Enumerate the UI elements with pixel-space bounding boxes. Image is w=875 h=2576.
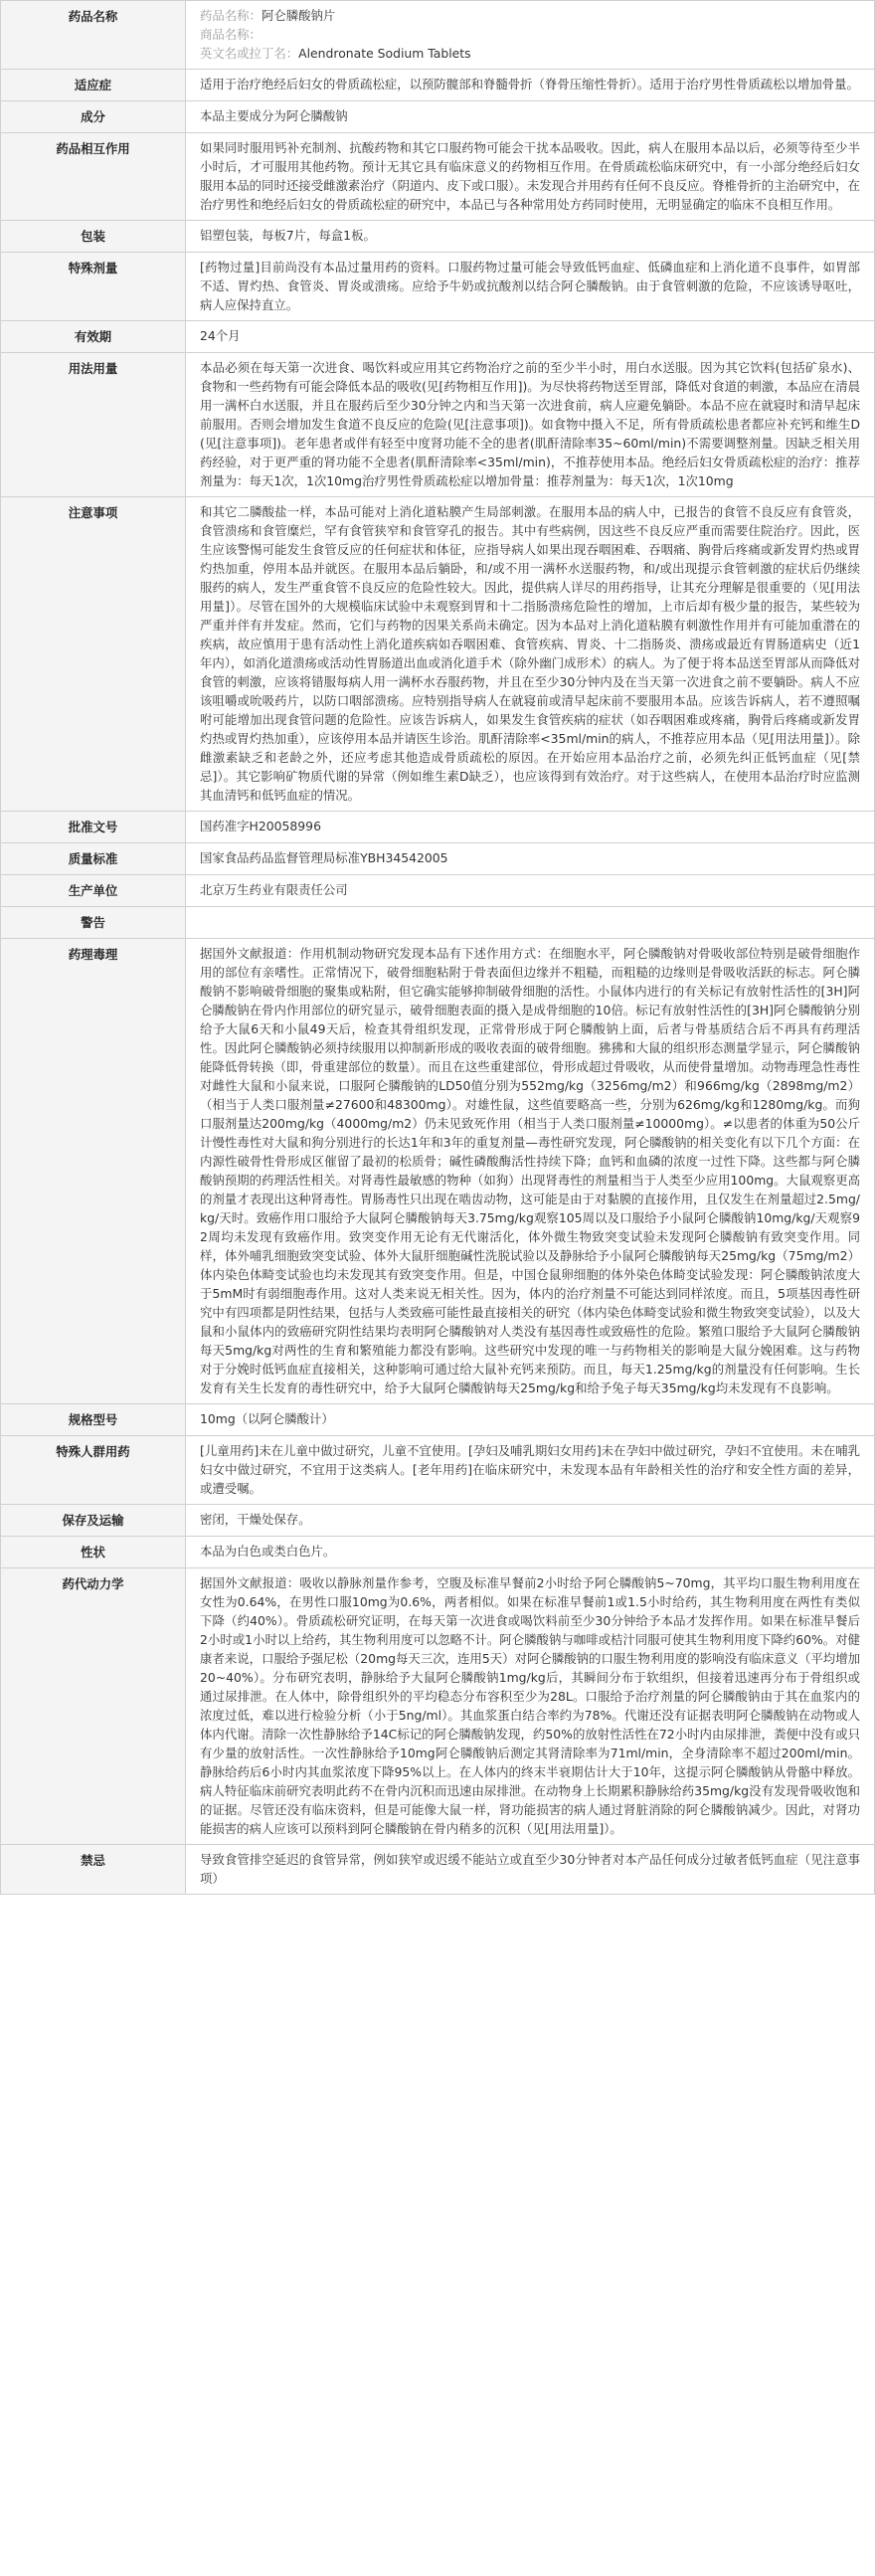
interactions-value: 如果同时服用钙补充制剂、抗酸药物和其它口服药物可能会干扰本品吸收。因此，病人在服用本品以后，必须等待至少半小时后，才可服用其他药物。预计无其它具有临床意义的药物相互作用。在骨质疏松临床研究中，有一小部分绝经后妇女服用本品的同时还接受雌激素治疗（阴道内、皮下或口服）。未发现合并用药有任何不良反应。脊椎骨折的主治研究中，在治疗男性和绝经后妇女的骨质疏松症的研究中，本品已与各种常用处方药同时使用，无明显确定的临床不良相互作用。	[186, 133, 875, 221]
row-storage	[1, 1505, 875, 1537]
row-contraindications	[1, 1845, 875, 1895]
row-usage	[1, 353, 875, 497]
row-drug-name	[1, 1, 875, 70]
usage-label: 用法用量	[1, 353, 186, 497]
special-population-label: 特殊人群用药	[1, 1436, 186, 1505]
trade-name-line	[200, 25, 860, 44]
english-name-key: 英文名或拉丁名：	[200, 46, 299, 61]
pharmacology-label: 药理毒理	[1, 939, 186, 1404]
approval-value: 国药准字H20058996	[186, 812, 875, 843]
pharmacokinetics-value: 据国外文献报道：吸收以静脉剂量作参考，空腹及标准早餐前2小时给予阿仑膦酸钠5~70mg，其平均口服生物利用度在女性为0.64%，在男性口服10mg为0.6%，两者相似。如果在标准早餐前1或1.5小时给药，其生物利用度在两性有类似下降（约40%）。骨质疏松研究证明，在每天第一次进食或喝饮料前至少30分钟给予本品才发挥作用。如果在标准早餐后2小时或1小时以上给药，其生物利用度可以忽略不计。阿仑膦酸钠与咖啡或桔汁同服可使其生物利用度下降约60%。对健康者来说，口服给予强尼松（20mg每天三次，连用5天）对阿仑膦酸钠的口服生物利用度的影响没有临床意义（平均增加20~40%）。分布研究表明，静脉给予大鼠阿仑膦酸钠1mg/kg后，其瞬间分布于软组织，但接着迅速再分布于骨组织或通过尿排泄。在人体中，除骨组织外的平均稳态分布容积至少为28L。口服给予治疗剂量的阿仑膦酸钠由于其在血浆内的浓度过低，难以进行检验分析（小于5ng/ml）。其血浆蛋白结合率约为78%。代谢还没有证据表明阿仑膦酸钠在动物或人体内代谢。清除一次性静脉给予14C标记的阿仑膦酸钠发现，约50%的放射性活性在72小时内由尿排泄，粪便中没有或只有少量的放射活性。一次性静脉给予10mg阿仑膦酸钠后测定其肾清除率为71ml/min，全身清除率不超过200ml/min。静脉给药后6小时内其血浆浓度下降95%以上。在人体内的终末半衰期估计大于10年，这提示阿仑膦酸钠从骨骼中释放。病人特征临床前研究表明此药不在骨内沉积而迅速由尿排泄。在动物身上长期累积静脉给药35mg/kg没有发现骨吸收饱和的证据。尽管还没有临床资料，但是可能像大鼠一样，肾功能损害的病人通过肾脏消除的阿仑膦酸钠减少。因此，对肾功能损害的病人应该可以预料到阿仑膦酸钠在骨内稍多的沉积（见[用法用量]）。	[186, 1568, 875, 1845]
warning-label: 警告	[1, 907, 186, 939]
row-validity	[1, 321, 875, 353]
pharmacology-value: 据国外文献报道：作用机制动物研究发现本品有下述作用方式：在细胞水平，阿仑膦酸钠对骨吸收部位特别是破骨细胞作用的部位有亲嗜性。正常情况下，破骨细胞粘附于骨表面但边缘并不粗糙，而粗糙的边缘则是骨吸收活跃的标志。阿仑膦酸钠不影响破骨细胞的聚集或粘附，但它确实能够抑制破骨细胞的活性。小鼠体内进行的有关标记有放射性活性的[3H]阿仑膦酸钠在骨内作用部位的研究显示，破骨细胞表面的摄入是成骨细胞的10倍。标记有放射性活性的[3H]阿仑膦酸钠分别给予大鼠6天和小鼠49天后，检查其骨组织发现，正常骨形成于阿仑膦酸钠上面，后者与骨基质结合后不再具有药理活性。因此阿仑膦酸钠必须持续服用以抑制新形成的吸收表面的破骨细胞。狒狒和大鼠的组织形态测量学显示，阿仑膦酸钠能降低骨转换（即，骨重建部位的数量）。而且在这些重建部位，骨形成超过骨吸收，从而使骨量增加。动物毒理急性毒性对雌性大鼠和小鼠来说，口服阿仑膦酸钠的LD50值分别为552mg/kg（3256mg/m2）和966mg/kg（2898mg/m2）（相当于人类口服剂量≠27600和48300mg）。对雄性鼠，这些值要略高一些，分别为626mg/kg和1280mg/kg。而狗口服剂量达200mg/kg（4000mg/m2）仍未见致死作用（相当于人类口服剂量≠10000mg）。≠以患者的体重为50公斤计慢性毒性对大鼠和狗分别进行的长达1年和3年的重复剂量—毒性研究发现，阿仑膦酸钠的相关变化有以下几个方面：在内源性破骨性骨形成区催留了最初的松质骨；碱性磷酸酶活性持续下降；血钙和血磷的浓度一过性下降。这些都与阿仑膦酸钠预期的药理活性相关。对肾毒性最敏感的物种（如狗）出现肾毒性的剂量相当于人类至少应用100mg。大鼠观察更高的剂量才表现出这种肾毒性。胃肠毒性只出现在啮齿动物，这可能是由于对黏膜的直接作用，且仅发生在剂量超过2.5mg/kg/天时。致癌作用口服给予大鼠阿仑膦酸钠每天3.75mg/kg观察105周以及口服给予小鼠阿仑膦酸钠10mg/kg/天观察92周均未发现有致癌作用。致突变作用无论有无代谢活化，体外微生物致突变试验未发现阿仑膦酸钠有致突变作用。同样，体外哺乳细胞致突变试验、体外大鼠肝细胞碱性洗脱试验以及静脉给予小鼠阿仑膦酸钠每天25mg/kg（75mg/m2）体内染色体畸变试验也均未发现其有致突变作用。但是，中国仓鼠卵细胞的体外染色体畸变试验发现：阿仑膦酸钠浓度大于5mM时有弱细胞毒作用。这对人类来说无相关性。因为，体内的治疗剂量不可能达到同样浓度。而且，5项基因毒性研究中有四项都是阴性结果，包括与人类致癌可能性最直接相关的研究（体内染色体畸变试验和微生物致突变试验），以及大鼠和小鼠体内的致癌研究阴性结果均表明阿仑膦酸钠对人类没有基因毒性或致癌性的危险。繁殖口服给予大鼠阿仑膦酸钠每天5mg/kg对两性的生育和繁殖能力都没有影响。这些研究中发现的唯一与药物相关的影响是大鼠分娩困难。这与药物对于分娩时低钙血症直接相关，这种影响可通过给大鼠补充钙来预防。而且，每天1.25mg/kg的剂量没有任何影响。生长发育有关生长发育的毒性研究中，给予大鼠阿仑膦酸钠每天25mg/kg和给予兔子每天35mg/kg均未发现有不良影响。	[186, 939, 875, 1404]
english-name: Alendronate Sodium Tablets	[298, 46, 471, 61]
generic-name-key: 药品名称：	[200, 8, 262, 23]
row-warning	[1, 907, 875, 939]
row-special-population	[1, 1436, 875, 1505]
package-label: 包装	[1, 221, 186, 253]
precautions-label: 注意事项	[1, 497, 186, 812]
package-value: 铝塑包装，每板7片，每盒1板。	[186, 221, 875, 253]
manufacturer-value: 北京万生药业有限责任公司	[186, 875, 875, 907]
pharmacokinetics-label: 药代动力学	[1, 1568, 186, 1845]
standard-value: 国家食品药品监督管理局标准YBH34542005	[186, 843, 875, 875]
english-name-line	[200, 44, 860, 63]
contraindications-value: 导致食管排空延迟的食管异常，例如狭窄或迟缓不能站立或直至少30分钟者对本产品任何成分过敏者低钙血症（见注意事项）	[186, 1845, 875, 1895]
storage-label: 保存及运输	[1, 1505, 186, 1537]
row-approval	[1, 812, 875, 843]
trade-name-key: 商品名称：	[200, 27, 262, 42]
contraindications-label: 禁忌	[1, 1845, 186, 1895]
specification-value: 10mg（以阿仑膦酸计）	[186, 1404, 875, 1436]
row-standard	[1, 843, 875, 875]
row-properties	[1, 1537, 875, 1568]
row-specification	[1, 1404, 875, 1436]
specification-label: 规格型号	[1, 1404, 186, 1436]
special-dosage-value: [药物过量]目前尚没有本品过量用药的资料。口服药物过量可能会导致低钙血症、低磷血症和上消化道不良事件，如胃部不适、胃灼热、食管炎、胃炎或溃疡。应给予牛奶或抗酸剂以结合阿仑膦酸钠。由于食管刺激的危险，不应该诱导呕吐，病人应保持直立。	[186, 253, 875, 321]
indications-value: 适用于治疗绝经后妇女的骨质疏松症，以预防髋部和脊髓骨折（脊骨压缩性骨折）。适用于治疗男性骨质疏松以增加骨量。	[186, 70, 875, 101]
row-pharmacology	[1, 939, 875, 1404]
drug-name-value	[186, 1, 875, 70]
row-precautions	[1, 497, 875, 812]
approval-label: 批准文号	[1, 812, 186, 843]
generic-name: 阿仑膦酸钠片	[261, 8, 336, 23]
drug-name-label: 药品名称	[1, 1, 186, 70]
row-composition	[1, 101, 875, 133]
special-dosage-label: 特殊剂量	[1, 253, 186, 321]
usage-value: 本品必须在每天第一次进食、喝饮料或应用其它药物治疗之前的至少半小时，用白水送服。因为其它饮料(包括矿泉水)、食物和一些药物有可能会降低本品的吸收(见[药物相互作用])。为尽快将药物送至胃部，降低对食道的刺激，本品应在清晨用一满杯白水送服，并且在服药后至少30分钟之内和当天第一次进食前，病人应避免躺卧。本品不应在就寝时和清早起床前服用。否则会增加发生食道不良反应的危险(见[注意事项])。如食物中摄入不足，所有骨质疏松患者都应补充钙和维生D(见[注意事项])。老年患者或伴有轻至中度肾功能不全的患者(肌酐清除率35~60ml/min)不需要调整剂量。因缺乏相关用药经验，对于更严重的肾功能不全患者(肌酐清除率<35ml/min)，不推荐使用本品。绝经后妇女骨质疏松症的治疗：推荐剂量为：每天1次，1次10mg治疗男性骨质疏松症以增加骨量：推荐剂量为：每天1次，1次10mg	[186, 353, 875, 497]
row-pharmacokinetics	[1, 1568, 875, 1845]
row-package	[1, 221, 875, 253]
row-special-dosage	[1, 253, 875, 321]
row-interactions	[1, 133, 875, 221]
manufacturer-label: 生产单位	[1, 875, 186, 907]
properties-value: 本品为白色或类白色片。	[186, 1537, 875, 1568]
validity-value: 24个月	[186, 321, 875, 353]
generic-name-line	[200, 6, 860, 25]
standard-label: 质量标准	[1, 843, 186, 875]
composition-value: 本品主要成分为阿仑膦酸钠	[186, 101, 875, 133]
special-population-value: [儿童用药]未在儿童中做过研究，儿童不宜使用。[孕妇及哺乳期妇女用药]未在孕妇中做过研究，孕妇不宜使用。未在哺乳妇女中做过研究，不宜用于这类病人。[老年用药]在临床研究中，未发现本品有年龄相关性的治疗和安全性方面的差异，或遭受嘱。	[186, 1436, 875, 1505]
storage-value: 密闭，干燥处保存。	[186, 1505, 875, 1537]
interactions-label: 药品相互作用	[1, 133, 186, 221]
row-indications	[1, 70, 875, 101]
properties-label: 性状	[1, 1537, 186, 1568]
precautions-value: 和其它二膦酸盐一样，本品可能对上消化道粘膜产生局部刺激。在服用本品的病人中，已报告的食管不良反应有食管炎，食管溃疡和食管糜烂，罕有食管狭窄和食管穿孔的报告。其中有些病例，因这些不良反应严重而需要住院治疗。因此，医生应该警惕可能发生食管反应的任何症状和体征，应指导病人如果出现吞咽困难、吞咽痛、胸骨后疼痛或新发胃灼热或胃灼热加重，停用本品并就医。在服用本品后躺卧，和/或不用一满杯水送服药物，和/或出现提示食管刺激的症状后仍继续服药的病人，发生严重食管不良反应的危险性较大。因此，提供病人详尽的用药指导，让其充分理解是很重要的（见[用法用量]）。尽管在国外的大规模临床试验中未观察到胃和十二指肠溃疡危险性的增加，上市后却有极少量的报告，某些较为严重并伴有并发症。然而，它们与药物的因果关系尚未确定。因为本品对上消化道粘膜有刺激性作用并有可能加重潜在的疾病，故应慎用于患有活动性上消化道疾病如吞咽困难、食管疾病、胃炎、十二指肠炎、溃疡或最近有胃肠道病史（近1年内），如消化道溃疡或活动性胃肠道出血或消化道手术（除外幽门成形术）的病人。为了便于将本品送至胃部从而降低对食管的刺激，应该将错服每病人用一满杯水吞服药物，并且在至少30分钟内及在当天第一次进食之前不要躺卧。病人不应该咀嚼或吮吸药片，以防口咽部溃疡。应特别指导病人在就寝前或清早起床前不要服用本品。应该告诉病人，若不遵照嘱咐可能增加出现食管问题的危险性。应该告诉病人，如果发生食管疾病的症状（如吞咽困难或疼痛，胸骨后疼痛或新发胃灼热或胃灼热加重），应该停用本品并请医生诊治。肌酐清除率<35ml/min的病人，不推荐应用本品（见[用法用量]）。除雌激素缺乏和老龄之外，还应考虑其他造成骨质疏松的原因。在开始应用本品治疗之前，必须先纠正低钙血症（见[禁忌]）。其它影响矿物质代谢的异常（例如维生素D缺乏），也应该得到有效治疗。对于这些病人，在使用本品治疗时应监测其血清钙和低钙血症的情况。	[186, 497, 875, 812]
row-manufacturer	[1, 875, 875, 907]
composition-label: 成分	[1, 101, 186, 133]
validity-label: 有效期	[1, 321, 186, 353]
warning-value	[186, 907, 875, 939]
indications-label: 适应症	[1, 70, 186, 101]
